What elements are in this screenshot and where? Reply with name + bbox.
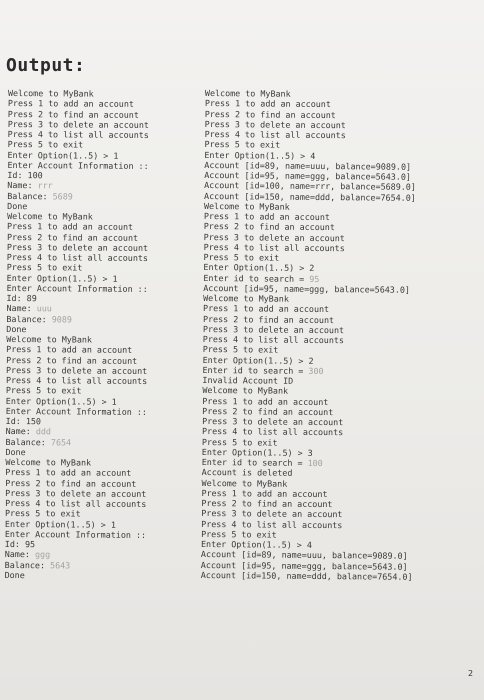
- console-line-text: Press 5 to exit: [5, 385, 82, 396]
- console-input-value: 100: [307, 457, 323, 469]
- console-line-text: Account [id=95, name=ggg, balance=5643.0]: [203, 282, 411, 295]
- console-line-text: Name:: [5, 426, 36, 437]
- console-line-text: Enter Account Information ::: [6, 282, 148, 294]
- console-line-text: Enter Option(1..5) > 1: [4, 518, 116, 530]
- console-line-text: Balance:: [6, 313, 52, 324]
- console-line-text: Press 1 to add an account: [201, 487, 328, 499]
- page-number: 2: [468, 669, 474, 678]
- console-line-text: Press 5 to exit: [204, 139, 281, 150]
- console-line-text: Id: 150: [5, 415, 42, 427]
- console-line-text: Press 4 to list all accounts: [204, 128, 346, 141]
- console-input-value: 300: [308, 365, 324, 376]
- console-line-text: Press 5 to exit: [7, 139, 84, 150]
- console-line-text: Press 5 to exit: [201, 528, 277, 540]
- output-heading: Output:: [6, 55, 86, 76]
- console-line-text: Enter Option(1..5) > 3: [201, 446, 313, 458]
- console-line-text: Press 4 to list all accounts: [201, 518, 343, 530]
- console-line-text: Press 3 to delete an account: [6, 241, 149, 253]
- console-line-text: Welcome to MyBank: [7, 210, 93, 222]
- console-line-text: Account [id=95, name=ggg, balance=5643.0]: [200, 559, 408, 572]
- console-line-text: Id: 95: [4, 538, 36, 550]
- console-line-text: Enter Option(1..5) > 2: [202, 354, 314, 366]
- console-line-text: Press 5 to exit: [201, 436, 278, 448]
- console-line: [201, 570, 471, 583]
- console-line-text: Account [id=100, name=rrr, balance=5689.0]: [204, 180, 416, 193]
- console-line-text: Press 2 to find an account: [202, 405, 334, 417]
- console-line-text: Press 2 to find an account: [201, 497, 333, 510]
- console-line-text: Enter id to search =: [203, 272, 310, 284]
- console-line-text: Enter Option(1..5) > 1: [5, 395, 117, 407]
- console-line-text: Enter Option(1..5) > 1: [7, 149, 119, 161]
- console-line-text: Invalid Account ID: [202, 374, 294, 386]
- console-line-text: Press 3 to delete an account: [202, 415, 344, 428]
- console-line-text: Welcome to MyBank: [201, 477, 288, 489]
- console-line-text: Id: 100: [7, 169, 43, 181]
- console-line-text: Balance:: [4, 559, 51, 570]
- console-input-value: 7654: [50, 436, 72, 447]
- console-line-text: Name:: [4, 549, 36, 560]
- console-line-text: Press 4 to list all accounts: [7, 128, 149, 140]
- console-input-value: 5689: [52, 190, 73, 201]
- console-line-text: Press 1 to add an account: [203, 303, 330, 315]
- console-line-text: Welcome to MyBank: [6, 333, 92, 345]
- console-output-right-column: [201, 88, 475, 582]
- console-line-text: Press 5 to exit: [202, 344, 279, 355]
- console-line-text: Enter Option(1..5) > 2: [203, 262, 315, 274]
- console-line-text: Press 3 to delete an account: [202, 323, 345, 335]
- console-line: [5, 559, 197, 571]
- console-line-text: Balance:: [7, 190, 53, 201]
- console-line-text: Press 4 to list all accounts: [5, 374, 148, 386]
- console-line-text: Press 2 to find an account: [5, 477, 137, 489]
- console-line-text: Account [id=89, name=uuu, balance=9089.0]: [204, 159, 412, 172]
- console-line-text: Press 4 to list all accounts: [203, 241, 345, 253]
- console-line-text: Press 5 to exit: [4, 508, 81, 519]
- console-line-text: Press 1 to add an account: [6, 221, 134, 233]
- console-line-text: Name:: [6, 303, 37, 314]
- console-line-text: Welcome to MyBank: [202, 385, 289, 396]
- console-line-text: Account is deleted: [201, 467, 293, 479]
- console-line-text: Account [id=150, name=ddd, balance=7654.0]: [200, 569, 413, 582]
- console-line-text: Done: [7, 200, 28, 211]
- console-line-text: Press 3 to delete an account: [204, 118, 346, 130]
- console-line-text: Press 1 to add an account: [6, 344, 133, 356]
- console-line: [6, 313, 198, 325]
- console-line: [5, 436, 197, 448]
- console-input-value: uuu: [36, 303, 52, 314]
- console-line-text: Welcome to MyBank: [7, 88, 94, 99]
- console-line-text: Enter id to search =: [201, 456, 308, 468]
- console-output-left-column: [5, 88, 200, 581]
- console-line-text: Press 1 to add an account: [204, 98, 331, 110]
- console-line-text: Press 2 to find an account: [6, 354, 138, 366]
- console-line-text: Enter Option(1..5) > 4: [204, 149, 316, 161]
- console-line: [5, 570, 197, 582]
- console-line-text: Welcome to MyBank: [203, 200, 290, 212]
- console-line-text: Press 4 to list all accounts: [6, 251, 149, 263]
- console-line-text: Id: 89: [6, 292, 37, 304]
- console-line-text: Welcome to MyBank: [203, 292, 289, 304]
- console-line-text: Account [id=150, name=ddd, balance=7654.0]: [204, 190, 416, 203]
- console-line-text: Welcome to MyBank: [204, 88, 291, 99]
- console-line-text: Enter Account Information ::: [7, 159, 149, 171]
- console-line-text: Done: [5, 446, 26, 457]
- console-line-text: Press 2 to find an account: [203, 221, 335, 233]
- console-line-text: Press 1 to add an account: [7, 98, 134, 110]
- console-line-text: Press 3 to delete an account: [7, 118, 149, 130]
- console-line-text: Press 2 to find an account: [204, 108, 336, 120]
- console-line-text: Done: [4, 569, 25, 580]
- console-line-text: Enter id to search =: [202, 364, 309, 376]
- console-line-text: Account [id=89, name=uuu, balance=9089.0]: [200, 549, 408, 562]
- console-line-text: Enter Account Information ::: [4, 528, 147, 540]
- console-line-text: Press 2 to find an account: [202, 313, 335, 325]
- console-line-text: Press 2 to find an account: [7, 108, 139, 120]
- console-input-value: 5643: [50, 559, 71, 570]
- console-line-text: Enter Option(1..5) > 1: [6, 272, 118, 284]
- console-line-text: Press 4 to list all accounts: [201, 426, 344, 438]
- console-line-text: Enter Account Information ::: [5, 405, 147, 417]
- console-line-text: Press 4 to list all accounts: [202, 333, 345, 346]
- console-line-text: Press 1 to add an account: [203, 210, 330, 223]
- console-line-text: Press 2 to find an account: [6, 231, 139, 243]
- console-line-text: Name:: [7, 180, 38, 191]
- console-line-text: Press 3 to delete an account: [5, 487, 147, 499]
- console-line-text: Press 4 to list all accounts: [5, 497, 147, 509]
- console-line-text: Press 5 to exit: [203, 251, 280, 263]
- console-line-text: Press 3 to delete an account: [201, 508, 343, 520]
- console-input-value: 9089: [51, 313, 72, 324]
- console-input-value: ggg: [34, 549, 51, 560]
- console-input-value: ddd: [35, 426, 52, 437]
- console-line: [7, 190, 199, 202]
- console-line-text: Welcome to MyBank: [5, 456, 92, 468]
- console-line-text: Enter Option(1..5) > 4: [200, 538, 312, 550]
- console-line-text: Balance:: [5, 436, 51, 447]
- console-line-text: Press 3 to delete an account: [203, 231, 345, 243]
- console-input-value: rrr: [37, 180, 53, 191]
- console-line-text: Press 1 to add an account: [202, 395, 329, 407]
- console-line-text: Press 1 to add an account: [5, 467, 132, 479]
- console-line-text: Press 3 to delete an account: [5, 364, 148, 376]
- console-line-text: Account [id=95, name=ggg, balance=5643.0]: [204, 169, 412, 182]
- console-line-text: Done: [6, 323, 27, 334]
- console-line-text: Press 5 to exit: [6, 262, 83, 273]
- console-input-value: 95: [309, 273, 320, 284]
